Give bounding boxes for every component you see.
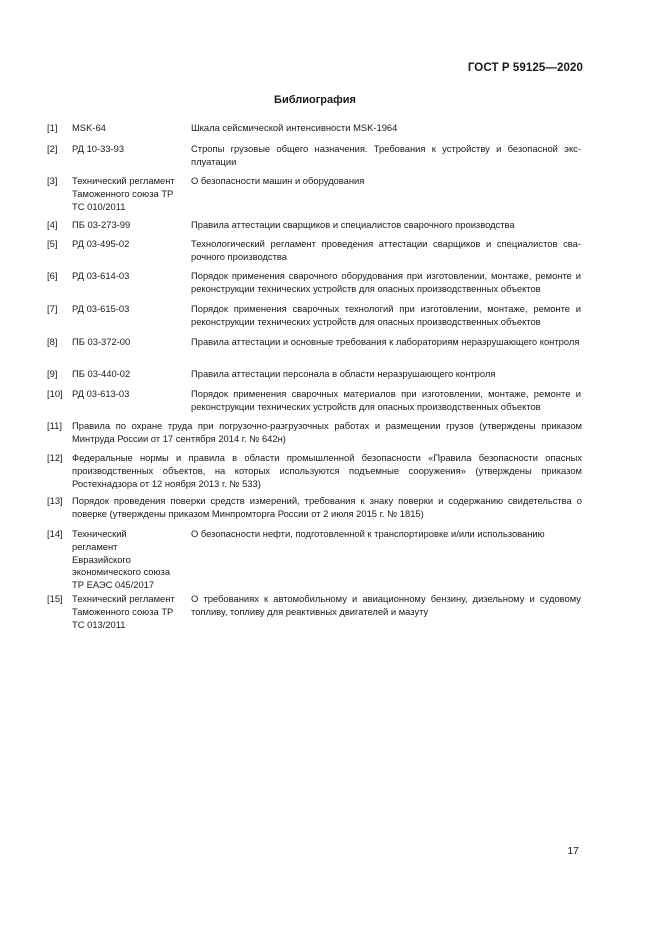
entry-number: [5] — [47, 238, 58, 249]
entry-number: [3] — [47, 175, 58, 186]
entry-code: Технический регламент Таможенного союза ТР ТС 013/2011 — [72, 593, 175, 630]
entry-text: Порядок проведения поверки средств измерений, требования к знаку поверки и содержанию свидетельства о поверке (утверждены приказом Минпромторга России от 2 июля 2015 г. № 1815) — [72, 495, 582, 519]
entry-description: Порядок применения сварочного оборудования при изготовлении, монтаже, ремонте и реконструкции технических устройств для опасных производственных объектов — [191, 270, 581, 294]
entry-description: Правила аттестации сварщиков и специалистов сварочного производства — [191, 219, 515, 230]
entry-code: РД 03-614-03 — [72, 270, 130, 281]
entry-number: [14] — [47, 528, 63, 539]
entry-number: [2] — [47, 143, 58, 154]
entry-number: [10] — [47, 388, 63, 399]
document-code: ГОСТ Р 59125—2020 — [467, 62, 583, 74]
entry-code: РД 03-615-03 — [72, 303, 130, 314]
entry-number: [12] — [47, 452, 63, 463]
entry-code: РД 10-33-93 — [72, 143, 125, 154]
entry-code: ПБ 03-273-99 — [72, 219, 131, 230]
entry-code: ПБ 03-372-00 — [72, 336, 131, 347]
entry-number: [11] — [47, 420, 62, 431]
entry-code: ПБ 03-440-02 — [72, 368, 131, 379]
entry-description: О безопасности нефти, подготовленной к транспортировке и/или использованию — [191, 528, 545, 539]
entry-number: [7] — [47, 303, 58, 314]
entry-number: [6] — [47, 270, 58, 281]
entry-text: Правила по охране труда при погрузочно-разгрузочных работах и размещении грузов (утверждены приказом Минтруда России от 17 сентября 2014 г. № 642н) — [72, 420, 582, 444]
entry-code: Технический регламент Таможенного союза ТР ТС 010/2011 — [72, 175, 175, 212]
entry-code: РД 03-613-03 — [72, 388, 130, 399]
entry-description: Порядок применения сварочных технологий при изготовлении, монтаже, ремонте и реконструкции технических устройств для опасных производственных объектов — [191, 303, 581, 327]
bibliography-title: Библиография — [274, 94, 356, 106]
entry-number: [4] — [47, 219, 58, 230]
entry-text: Федеральные нормы и правила в области промышленной безопасности «Правила безопасности опасных производственных объектов, на которых используются подъемные сооружения» (утверждены приказом Ростехнадзора от 12 ноября 2013 г. № 533) — [72, 452, 582, 489]
entry-number: [1] — [47, 122, 58, 133]
entry-code: РД 03-495-02 — [72, 238, 130, 249]
entry-number: [9] — [47, 368, 58, 379]
entry-description: Порядок применения сварочных материалов при изготовлении, монтаже, ремонте и реконструкции технических устройств для опасных производственных объектов — [191, 388, 581, 412]
entry-code: Технический регламент Евразийского экономического союза ТР ЕАЭС 045/2017 — [72, 528, 171, 591]
entry-code: MSK-64 — [72, 122, 106, 133]
entry-description: Технологический регламент проведения аттестации сварщиков и специалистов сварочного производства — [191, 238, 581, 262]
entry-description: Правила аттестации персонала в области неразрушающего контроля — [191, 368, 496, 379]
entry-number: [15] — [47, 593, 63, 604]
entry-description: О требованиях к автомобильному и авиационному бензину, дизельному и судовому топливу, топливу для реактивных двигателей и мазуту — [191, 593, 581, 617]
entry-description: Стропы грузовые общего назначения. Требования к устройству и безопасной эксплуатации — [191, 143, 581, 167]
entry-description: Правила аттестации и основные требования к лабораториям неразрушающего контроля — [191, 336, 580, 347]
entry-description: Шкала сейсмической интенсивности MSK-1964 — [191, 122, 398, 133]
entry-number: [8] — [47, 336, 58, 347]
page-number: 17 — [567, 845, 579, 857]
entry-description: О безопасности машин и оборудования — [191, 175, 365, 186]
entry-number: [13] — [47, 495, 63, 506]
